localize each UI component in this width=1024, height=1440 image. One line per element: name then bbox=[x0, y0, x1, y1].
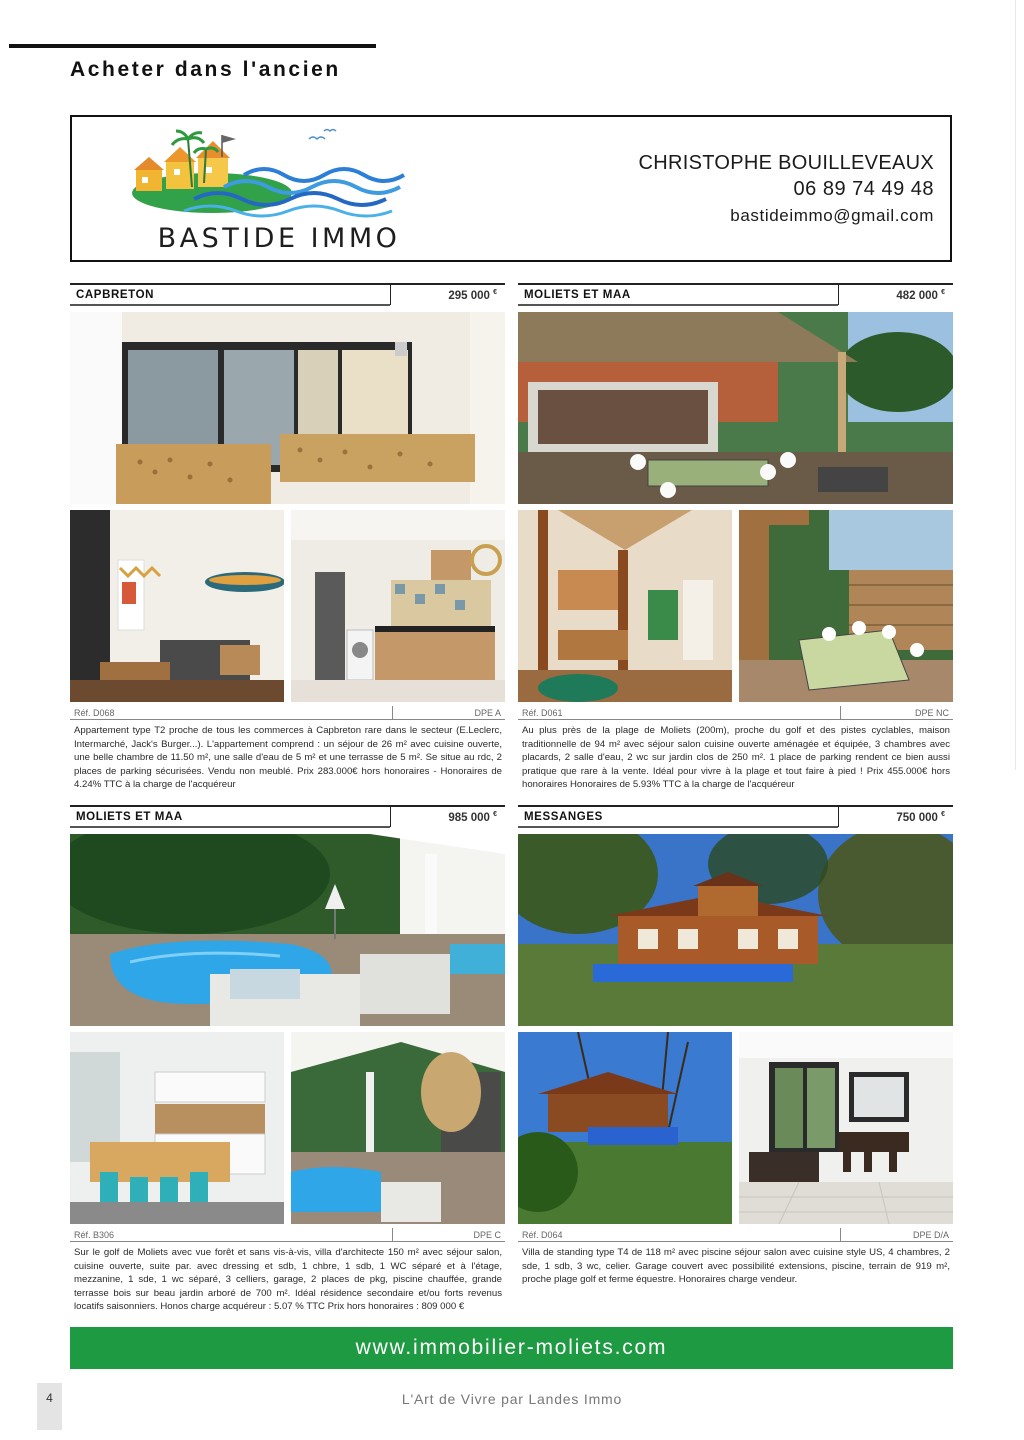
listing-main-photo[interactable] bbox=[70, 312, 505, 504]
listing-messanges bbox=[518, 805, 953, 1320]
contact-email[interactable]: bastideimmo@gmail.com bbox=[730, 206, 934, 225]
listing-price: 295 000 € bbox=[390, 285, 505, 305]
listing-moliets-1 bbox=[518, 283, 953, 795]
listing-ref-row bbox=[70, 1228, 505, 1242]
website-banner[interactable]: www.immobilier-moliets.com bbox=[70, 1327, 953, 1369]
listing-price: 750 000 € bbox=[838, 807, 953, 827]
listing-description: Appartement type T2 proche de tous les commerces à Capbreton rare dans le secteur (E.Leclerc, Intermarché, Jack's Burger...). L'appartement comprend : un séjour de 26 m² avec cuisine ouverte, une belle chambre de 11.50 m², une salle d'eau de 5 m² et une terrasse de 5 m². Se situe au rdc, 2 places de parking sécurisées. Vendu non meublé. Prix 283.000€ hors honoraires - Honoraires de 4.24% TTC à la charge de l'acquéreur bbox=[74, 725, 502, 791]
listing-description: Sur le golf de Moliets avec vue forêt et sans vis-à-vis, villa d'architecte 150 m² avec séjour salon, cuisine ouverte, suite par. avec dressing et sdb, 1 chbre, 1 sdb, 1 WC séparé et à l'étage, mezzanine, 1 sde, 1 wc séparé, 3 celliers, garage, 2 places de pkg, piscine chauffée, grande terrasse bois sur beau jardin arboré de 700 m². Idéal résidence secondaire et/ou forts revenus locatifs saisonniers. Honos charge acquéreur : 5.07 % TTC Prix hors honoraires : 809 000 € bbox=[74, 1247, 502, 1313]
logo-text: BASTIDE IMMO bbox=[157, 223, 401, 254]
listing-photo-interior[interactable] bbox=[518, 510, 732, 702]
listing-ref: Réf. D064 bbox=[522, 1230, 563, 1240]
listing-dpe: DPE NC bbox=[914, 708, 949, 718]
agency-contact bbox=[638, 150, 934, 230]
listing-ref: Réf. B306 bbox=[74, 1230, 115, 1240]
listing-city: MOLIETS ET MAA bbox=[76, 811, 183, 823]
agency-box bbox=[70, 115, 952, 262]
listing-photo-kitchen[interactable] bbox=[291, 510, 505, 702]
listing-photo-kitchen[interactable] bbox=[70, 1032, 284, 1224]
listing-city: MESSANGES bbox=[524, 811, 603, 823]
listing-photo-terrace[interactable] bbox=[739, 510, 953, 702]
listing-city: MOLIETS ET MAA bbox=[524, 289, 631, 301]
listing-dpe: DPE D/A bbox=[912, 1230, 949, 1240]
listing-price: 985 000 € bbox=[390, 807, 505, 827]
page-number: 4 bbox=[37, 1383, 62, 1430]
listing-photo-veranda[interactable] bbox=[291, 1032, 505, 1224]
agency-logo bbox=[124, 127, 434, 262]
section-title: Acheter dans l'ancien bbox=[70, 58, 341, 81]
listing-description: Villa de standing type T4 de 118 m² avec piscine séjour salon avec cuisine style US, 4 chambres, 2 sde, 1 sdb, 3 wc, celier. Garage couvert avec possibilité extensions, piscine, terrain de 919 m², proche plage golf et ferme équestre. Honoraires charge vendeur. bbox=[522, 1247, 950, 1286]
listing-capbreton bbox=[70, 283, 505, 795]
footer-tagline: L'Art de Vivre par Landes Immo bbox=[401, 1391, 623, 1407]
listing-description: Au plus près de la plage de Moliets (200m), proche du golf et des pistes cyclables, maison traditionnelle de 94 m² avec séjour salon cuisine ouverte aménagée et équipée, 3 chambres avec placards, 2 salle d'eau, 2 wc sur jardin clos de 250 m². 1 place de parking rendent ce bien aussi pratique que rare à la vente. Idéal pour vivre à la plage et tout faire à pied ! Prix 455.000€ hors honoraires Honoraires de 5.93% TTC à la charge de l'acquéreur bbox=[522, 725, 950, 791]
listing-header bbox=[70, 805, 505, 828]
page-edge-line bbox=[1015, 0, 1016, 770]
top-rule bbox=[9, 44, 376, 48]
listing-ref-row bbox=[518, 706, 953, 720]
listing-price: 482 000 € bbox=[838, 285, 953, 305]
listing-header bbox=[70, 283, 505, 306]
listing-main-photo[interactable] bbox=[70, 834, 505, 1026]
listing-ref-row bbox=[70, 706, 505, 720]
listing-header bbox=[518, 283, 953, 306]
listing-main-photo[interactable] bbox=[518, 312, 953, 504]
listing-dpe: DPE A bbox=[474, 708, 501, 718]
listing-city: CAPBRETON bbox=[76, 289, 155, 301]
contact-name: CHRISTOPHE BOUILLEVEAUX bbox=[638, 152, 934, 174]
contact-phone[interactable]: 06 89 74 49 48 bbox=[793, 178, 934, 200]
listing-dpe: DPE C bbox=[473, 1230, 501, 1240]
listing-photo-exterior[interactable] bbox=[518, 1032, 732, 1224]
logo-graphic bbox=[124, 127, 434, 222]
listing-photo-living[interactable] bbox=[70, 510, 284, 702]
listing-ref: Réf. D068 bbox=[74, 708, 115, 718]
listing-ref-row bbox=[518, 1228, 953, 1242]
listing-moliets-2 bbox=[70, 805, 505, 1320]
listing-header bbox=[518, 805, 953, 828]
listing-main-photo[interactable] bbox=[518, 834, 953, 1026]
listing-photo-dining[interactable] bbox=[739, 1032, 953, 1224]
listing-ref: Réf. D061 bbox=[522, 708, 563, 718]
